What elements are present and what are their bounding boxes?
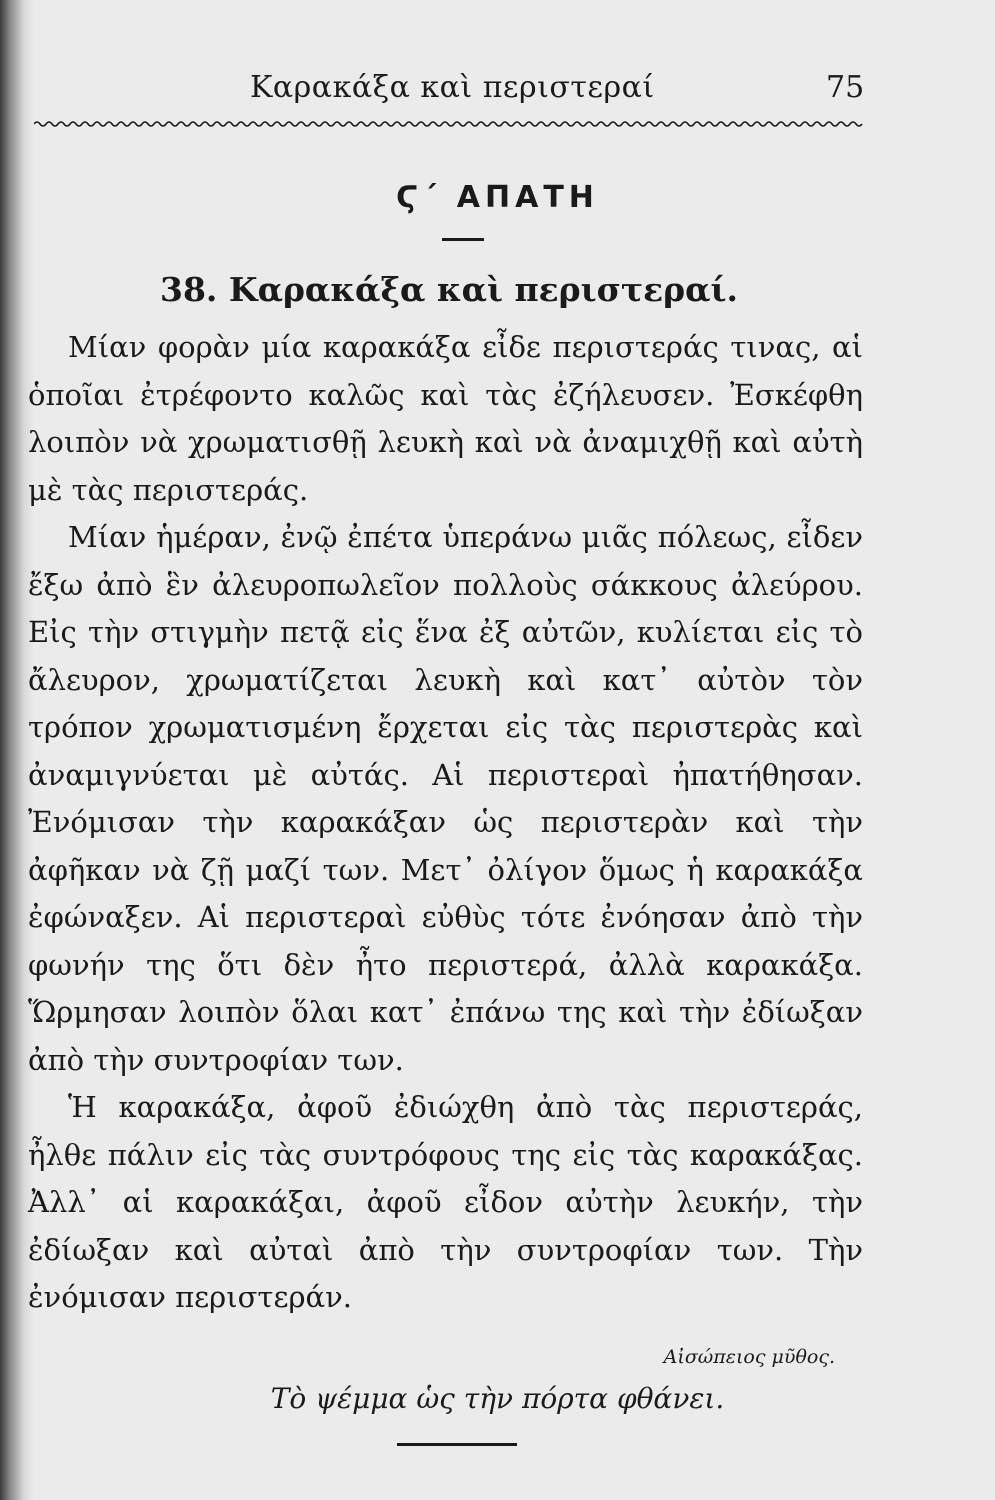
chapter-number: Ϛ΄ xyxy=(396,180,442,215)
proverb: Τὸ ψέμμα ὡς τὴν πόρτα φθάνει. xyxy=(270,1382,725,1415)
page-number: 75 xyxy=(826,70,865,105)
paragraph: Μίαν φορὰν μία καρακάξα εἶδε περιστεράς τινας, αἱ ὁποῖαι ἐτρέφοντο καλῶς καὶ τὰς ἐζήλευσεν. Ἐσκέφθη λοιπὸν νὰ χρωματισθῇ λευκὴ καὶ νὰ ἀναμιχθῇ καὶ αὐτὴ μὲ τὰς περιστεράς. xyxy=(28,330,863,507)
end-divider xyxy=(397,1443,517,1446)
running-title: Καρακάξα καὶ περιστεραί xyxy=(250,70,655,105)
chapter-heading xyxy=(0,180,995,215)
story-body xyxy=(28,324,863,1322)
chapter-title: ΑΠΑΤΗ xyxy=(456,180,599,215)
paragraph: Ἡ καρακάξα, ἀφοῦ ἐδιώχθη ἀπὸ τὰς περιστεράς, ἦλθε πάλιν εἰς τὰς συντρόφους της εἰς τὰς καρακάξας. Ἀλλ᾽ αἱ καρακάξαι, ἀφοῦ εἶδον αὐτὴν λευκήν, τὴν ἐδίωξαν καὶ αὐταὶ ἀπὸ τὴν συντροφίαν των. Τὴν ἐνόμισαν περιστεράν. xyxy=(28,1090,863,1314)
story-title: 38. Καρακάξα καὶ περιστεραί. xyxy=(160,270,738,309)
paragraph: Μίαν ἡμέραν, ἐνῷ ἐπέτα ὑπεράνω μιᾶς πόλεως, εἶδεν ἔξω ἀπὸ ἓν ἀλευροπωλεῖον πολλοὺς σάκκους ἀλεύρου. Εἰς τὴν στιγμὴν πετᾷ εἰς ἕνα ἐξ αὐτῶν, κυλίεται εἰς τὸ ἄλευρον, χρωματίζεται λευκὴ καὶ κατ᾽ αὐτὸν τὸν τρόπον χρωματισμένη ἔρχεται εἰς τὰς περιστερὰς καὶ ἀναμιγνύεται μὲ αὐτάς. Αἱ περιστεραὶ ἠπατήθησαν. Ἐνόμισαν τὴν καρακάξαν ὡς περιστερὰν καὶ τὴν ἀφῆκαν νὰ ζῇ μαζί των. Μετ᾽ ὀλίγον ὅμως ἡ καρακάξα ἐφώναξεν. Αἱ περιστεραὶ εὐθὺς τότε ἐνόησαν ἀπὸ τὴν φωνήν της ὅτι δὲν ἦτο περιστερά, ἀλλὰ καρακάξα. Ὥρμησαν λοιπὸν ὅλαι κατ᾽ ἐπάνω της καὶ τὴν ἐδίωξαν ἀπὸ τὴν συντροφίαν των. xyxy=(28,520,863,1077)
chapter-divider xyxy=(442,238,484,241)
wavy-header-rule xyxy=(34,118,864,130)
source-attribution: Αἰσώπειος μῦθος. xyxy=(663,1346,835,1368)
